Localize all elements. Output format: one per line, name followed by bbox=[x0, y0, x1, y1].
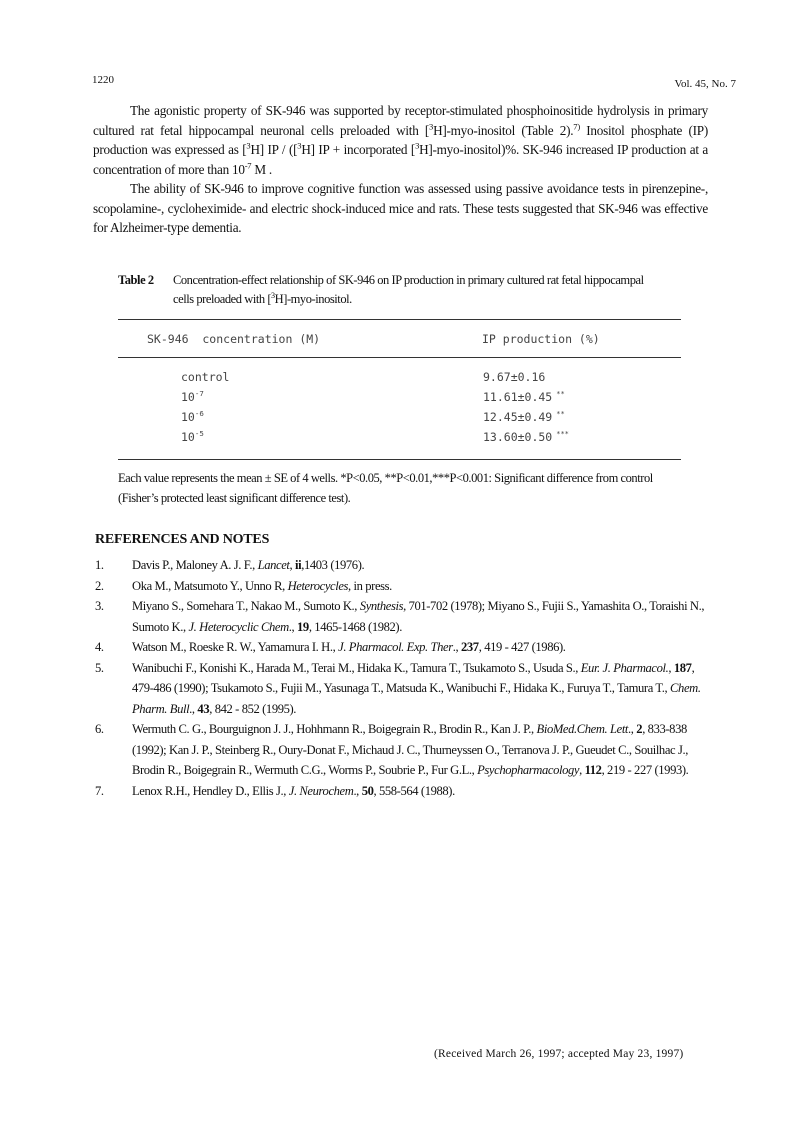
reference-item: 1. Davis P., Maloney A. J. F., Lancet, ii,1403 (1976). bbox=[95, 558, 365, 572]
table-bottom-rule bbox=[118, 459, 681, 460]
table-caption: Table 2 Concentration-effect relationship of SK-946 on IP production in primary cultured rat fetal hippocampal cells preloaded with [$^3$H]-myo-inositol. bbox=[118, 273, 644, 306]
table-top-rule bbox=[118, 319, 681, 320]
received-date: (Received March 26, 1997; accepted May 23, 1997) bbox=[434, 1048, 684, 1060]
table-header-rule bbox=[118, 357, 681, 358]
reference-list bbox=[95, 555, 708, 801]
reference-item: 3. Miyano S., Somehara T., Nakao M., Sumoto K., Synthesis, 701-702 (1978); Miyano S., Fujii S., Yamashita O., Toraishi N., Sumoto K., J. Heterocyclic Chem., 19, 1465-1468 (1982). bbox=[95, 599, 705, 634]
table-row-value: 13.60±0.50 *** bbox=[483, 430, 569, 444]
table-row-label: control bbox=[181, 370, 230, 384]
paragraph-1: The agonistic property of SK-946 was supported by receptor-stimulated phosphoinositide hydrolysis in primary cultured rat fetal hippocampal neuronal cells preloaded with [$^3$H]-myo-inositol (Table 2).$^{7)}$ Inositol phosphate (IP) production was expressed as [$^3$H] IP / ([$^3$H] IP + incorporated [$^3$H]-myo-inositol)%. SK-946 increased IP production at a concentration of more than $10^{-7}$ M . bbox=[93, 103, 708, 177]
citation: 7) bbox=[573, 121, 580, 132]
references-heading: REFERENCES AND NOTES bbox=[95, 532, 270, 547]
page-number: 1220 bbox=[92, 74, 114, 86]
table-footnote: Each value represents the mean ± SE of 4 wells. *P<0.05, **P<0.01,***P<0.001: Significant difference from control (Fisher’s protected least significant difference test). bbox=[118, 471, 653, 505]
table-row-label: $10^{-7}$ bbox=[181, 389, 204, 404]
reference-item: 2. Oka M., Matsumoto Y., Unno R, Heterocycles, in press. bbox=[95, 578, 392, 593]
table-row-label: $10^{-6}$ bbox=[181, 409, 204, 424]
table-row-label: $10^{-5}$ bbox=[181, 429, 204, 444]
table-row-value: 9.67±0.16 bbox=[483, 370, 546, 384]
volume-info: Vol. 45, No. 7 bbox=[674, 78, 736, 90]
table-header-ip-production: IP production (%) bbox=[482, 332, 600, 346]
table-row-value: 12.45±0.49 ** bbox=[483, 410, 565, 424]
table-row-value: 11.61±0.45 ** bbox=[483, 390, 565, 404]
reference-item: 7. Lenox R.H., Hendley D., Ellis J., J. Neurochem., 50, 558-564 (1988). bbox=[95, 783, 455, 798]
body-text bbox=[93, 101, 708, 238]
paragraph-2: The ability of SK-946 to improve cognitive function was assessed using passive avoidance tests in pirenzepine-, scopolamine-, cycloheximide- and electric shock-induced mice and rats. These tests suggested that SK-946 was effective for Alzheimer-type dementia. bbox=[93, 181, 708, 235]
table-label: Table 2 bbox=[118, 273, 154, 287]
reference-item: 4. Watson M., Roeske R. W., Yamamura I. H., J. Pharmacol. Exp. Ther., 237, 419 - 427 (1986). bbox=[95, 640, 566, 654]
table-header-concentration: SK-946 concentration (M) bbox=[147, 332, 321, 346]
reference-item: 6. Wermuth C. G., Bourguignon J. J., Hohhmann R., Boigegrain R., Brodin R., Kan J. P., BioMed.Chem. Lett., 2, 833-838 (1992); Kan J. P., Steinberg R., Oury-Donat F., Michaud J. C., Thurneyssen O., Terranova J. P., Gueudet C., Souilhac J., Brodin R., Boigegrain R., Wermuth C.G., Worms P., Soubrie P., Fur G.L., Psychopharmacology, 112, 219 - 227 (1993). bbox=[95, 722, 689, 777]
reference-item: 5. Wanibuchi F., Konishi K., Harada M., Terai M., Hidaka K., Tamura T., Tsukamoto S., Usuda S., Eur. J. Pharmacol., 187, 479-486 (1990); Tsukamoto S., Fujii M., Yasunaga T., Matsuda K., Wanibuchi F., Hidaka K., Furuya T., Tamura T., Chem. Pharm. Bull., 43, 842 - 852 (1995). bbox=[95, 660, 701, 716]
